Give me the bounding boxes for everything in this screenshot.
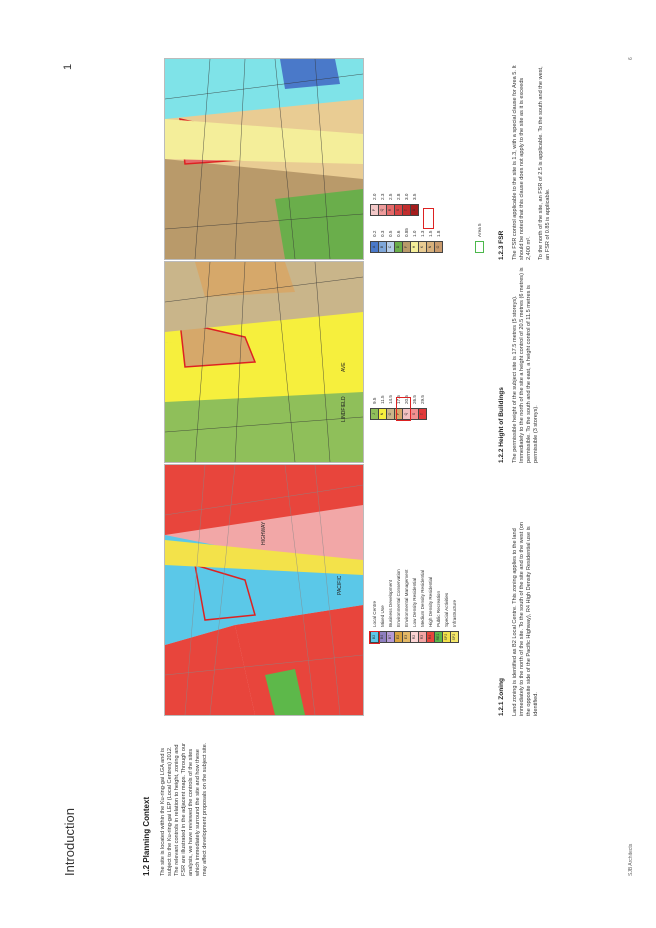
zoning-legend-label: Environmental Conservation: [396, 569, 401, 627]
fsr-legend-label: 1.8: [436, 230, 441, 237]
footer-text: SJB Architects: [628, 843, 634, 876]
fsr-map-graphic: [165, 59, 363, 259]
zoning-legend-swatch: R2: [410, 631, 419, 643]
map-label-pacific: PACIFIC: [337, 575, 343, 595]
zoning-legend-swatch: B7: [386, 631, 395, 643]
zoning-legend-label: Infrastructure: [452, 599, 457, 627]
fsr-text-1: The FSR control applicable to the site is 1.3, with a special clause for Area 5. It should be noted that this clause does not apply to the site as it is exceeds 2,400 m².: [512, 65, 532, 260]
fsr-legend-label: 1.0: [412, 230, 417, 237]
height-legend-swatch: T: [418, 408, 427, 420]
zoning-legend-label: Special Activities: [444, 592, 449, 627]
height-legend-label: 29.5: [420, 395, 425, 404]
fsr-legend-label: 3.0: [404, 193, 409, 200]
fsr-heading: 1.2.3 FSR: [498, 230, 505, 260]
zoning-map: [164, 464, 364, 716]
fsr-legend-swatch: H: [410, 241, 419, 253]
fsr-legend-label: 0.6: [396, 230, 401, 237]
zoning-legend-swatch: E3: [402, 631, 411, 643]
map-label-lindfield: LINDFIELD: [341, 396, 347, 422]
zoning-legend-label: Mixed Use: [380, 605, 385, 627]
planning-heading: 1.2 Planning Context: [142, 796, 151, 876]
zoning-legend-swatch: R4: [426, 631, 435, 643]
fsr-legend-label: 0.3: [380, 230, 385, 237]
zoning-heading: 1.2.1 Zoning: [498, 678, 505, 716]
planning-intro: The site is located within the Ku-ring-gai LGA and is subject to the Ku-ring-gai LEP (Local Centres) 2012. The relevant controls in relation to height, zoning and FSR are illustrated in the adjacent maps. Through our analysis, we have reviewed the controls of the sites which immediately surround the site and how these may affect development proposals on the subject site.: [160, 742, 208, 876]
fsr-legend-item: [410, 194, 419, 216]
fsr-legend-swatch: R: [386, 204, 395, 216]
height-legend-label: 11.5: [380, 395, 385, 404]
fsr-legend-swatch: C: [386, 241, 395, 253]
fsr-legend-swatch: N: [426, 241, 435, 253]
fsr-legend-swatch: K: [418, 241, 427, 253]
height-legend-highlight: [396, 397, 411, 421]
fsr-text-2: To the north of the site, an FSR of 2.5 is applicable. To the south and the west, an FSR of 0.85 is applicable.: [538, 66, 551, 260]
height-map-graphic: [165, 262, 363, 462]
height-legend-label: 14.5: [388, 395, 393, 404]
area-label: Area 5: [477, 223, 482, 237]
height-legend-label: 20.5: [404, 395, 409, 404]
fsr-legend-swatch: O: [434, 241, 443, 253]
zoning-legend-label: Business Development: [388, 580, 393, 627]
fsr-area-legend: [475, 223, 484, 253]
map-label-highway: HIGHWAY: [261, 521, 267, 545]
height-map: [164, 261, 364, 463]
section-title: Introduction: [62, 808, 77, 876]
fsr-legend-swatch: F: [402, 241, 411, 253]
zoning-legend-label: High Density Residential: [428, 576, 433, 627]
height-legend-item: [418, 395, 427, 420]
zoning-legend-swatch: E2: [394, 631, 403, 643]
zoning-legend-swatch: RE1: [434, 631, 443, 643]
map-label-ave: AVE: [341, 362, 347, 372]
fsr-legend-label: 1.3: [420, 230, 425, 237]
height-legend-label: 17.5: [396, 395, 401, 404]
fsr-legend-label: 3.5: [412, 193, 417, 200]
fsr-legend-label: 2.5: [388, 193, 393, 200]
zoning-text: Land zoning is identified as B2 Local Centre. This zoning applies to the land immediately to the north of the site. To the south of the site and to the west (on the opposite side of the Pacific Highway), R4 High Density Residential use is identified.: [512, 522, 539, 716]
height-legend-swatch: N: [378, 408, 387, 420]
height-text: The permissible height of the subject site is 17.5 metres (5 storeys). Immediately to the north of the site a height control of 20.5 metres (6 metres) is permissible. To the south and the east, a height control of 11.5 metres is permissible (3 storeys).: [512, 267, 539, 463]
fsr-legend-swatch: B: [378, 241, 387, 253]
zoning-legend-label: Local Centre: [372, 600, 377, 627]
fsr-legend-swatch: T: [402, 204, 411, 216]
height-legend-swatch: Q: [402, 408, 411, 420]
fsr-legend-label: 2.8: [396, 193, 401, 200]
zoning-legend-swatch: SP2: [442, 631, 451, 643]
fsr-legend-swatch: U: [410, 204, 419, 216]
area-swatch: [475, 241, 484, 253]
fsr-legend-swatch: A: [370, 241, 379, 253]
zoning-legend-label: Environmental Management: [404, 569, 409, 627]
height-legend-swatch: S: [410, 408, 419, 420]
height-legend-swatch: J: [370, 408, 379, 420]
fsr-legend-item: [434, 231, 443, 253]
corner-mark: 6: [628, 57, 634, 60]
zoning-legend-swatch: R3: [418, 631, 427, 643]
fsr-legend-swatch: S: [394, 204, 403, 216]
zoning-legend-swatch: B4: [378, 631, 387, 643]
height-legend-label: 26.5: [412, 395, 417, 404]
zoning-legend-swatch: B2: [370, 631, 379, 643]
fsr-legend-label: 0.85: [404, 228, 409, 237]
fsr-legend-highlight: [423, 208, 434, 229]
page-number: 1: [62, 63, 74, 70]
fsr-legend-label: 0.2: [372, 230, 377, 237]
fsr-legend-swatch: D: [394, 241, 403, 253]
fsr-legend-label: 2.0: [372, 193, 377, 200]
zoning-legend-label: Medium Density Residential: [420, 570, 425, 627]
fsr-legend-label: 1.5: [428, 230, 433, 237]
fsr-legend-swatch: P: [370, 204, 379, 216]
height-heading: 1.2.2 Height of Buildings: [498, 387, 505, 463]
height-legend-label: 9.5: [372, 397, 377, 404]
zoning-legend-highlight: [369, 631, 380, 644]
fsr-legend-label: 0.5: [388, 230, 393, 237]
fsr-legend-label: 2.3: [380, 193, 385, 200]
fsr-map: [164, 58, 364, 260]
height-legend-swatch: P: [394, 408, 403, 420]
zoning-legend-label: Public Recreation: [436, 590, 441, 627]
height-legend-swatch: O: [386, 408, 395, 420]
zoning-map-graphic: [165, 465, 363, 715]
zoning-legend-swatch: SP2: [450, 631, 459, 643]
fsr-legend-swatch: Q: [378, 204, 387, 216]
zoning-legend-item: [450, 600, 459, 643]
zoning-legend-label: Low Density Residential: [412, 577, 417, 627]
